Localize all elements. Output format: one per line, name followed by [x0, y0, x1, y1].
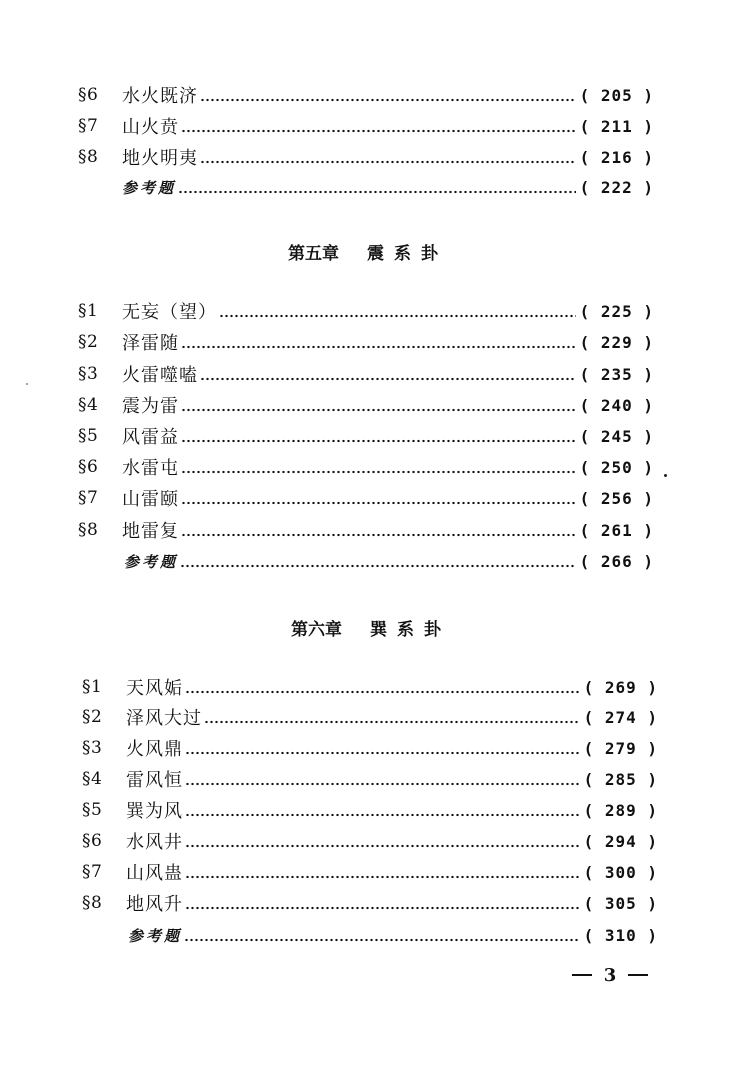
folio-number: 3 [603, 964, 617, 986]
section-number: §6 [78, 85, 99, 105]
entry-title: 火风鼎 [126, 739, 183, 760]
dot-leader [181, 515, 576, 545]
dot-leader [180, 546, 576, 576]
entry-title: 地雷复 [122, 521, 179, 542]
section-number: §8 [78, 520, 99, 540]
section-number: §4 [82, 769, 103, 789]
dot-leader [200, 80, 576, 110]
chapter-label: 第六章 [291, 619, 342, 640]
page-number: ( 266 ) [579, 551, 654, 571]
folio-dash-right [628, 974, 648, 976]
page-number: ( 285 ) [583, 769, 658, 789]
toc-entry [82, 764, 658, 794]
toc-entry [82, 795, 658, 825]
scan-speck [26, 383, 28, 385]
toc-entry [78, 142, 654, 172]
folio-dash-left [572, 974, 592, 976]
section-number: §1 [78, 301, 99, 321]
dot-leader [178, 172, 576, 202]
page-number: ( 235 ) [579, 364, 654, 384]
entry-title: 火雷噬嗑 [122, 365, 198, 386]
page-folio [560, 960, 660, 990]
entry-title: 雷风恒 [126, 770, 183, 791]
dot-leader [185, 857, 580, 887]
toc-entry [78, 452, 654, 482]
page-number: ( 274 ) [583, 707, 658, 727]
entry-title: 泽雷随 [122, 333, 179, 354]
page-number: ( 300 ) [583, 862, 658, 882]
toc-entry-reference [124, 546, 654, 576]
dot-leader [219, 296, 576, 326]
page-number: ( 250 ) [579, 457, 654, 477]
toc-entry [82, 888, 658, 918]
entry-title: 山雷颐 [122, 489, 179, 510]
toc-entry [78, 359, 654, 389]
dot-leader [185, 672, 580, 702]
dot-leader [200, 359, 576, 389]
entry-title: 水雷屯 [122, 458, 179, 479]
page-number: ( 225 ) [579, 301, 654, 321]
entry-title: 震为雷 [122, 396, 179, 417]
dot-leader [185, 764, 580, 794]
page-number: ( 216 ) [579, 147, 654, 167]
dot-leader [181, 483, 576, 513]
entry-title: 地火明夷 [122, 148, 198, 169]
entry-title: 参考题 [128, 926, 183, 945]
page-number: ( 222 ) [579, 177, 654, 197]
toc-entry [78, 390, 654, 420]
dot-leader [204, 702, 580, 732]
toc-entry [78, 111, 654, 141]
toc-entry [82, 702, 658, 732]
entry-title: 参考题 [124, 552, 179, 571]
toc-entry [82, 857, 658, 887]
page-number: ( 205 ) [579, 85, 654, 105]
page-number: ( 289 ) [583, 800, 658, 820]
page-number: ( 279 ) [583, 738, 658, 758]
entry-title: 泽风大过 [126, 708, 202, 729]
section-number: §6 [78, 457, 99, 477]
page-number: ( 305 ) [583, 893, 658, 913]
entry-title: 水火既济 [122, 86, 198, 107]
toc-entry-reference [122, 172, 654, 202]
section-number: §5 [82, 800, 103, 820]
dot-leader [200, 142, 576, 172]
section-number: §7 [82, 862, 103, 882]
page-number: ( 310 ) [583, 925, 658, 945]
entry-title: 地风升 [126, 894, 183, 915]
entry-title: 风雷益 [122, 427, 179, 448]
section-number: §2 [78, 332, 99, 352]
toc-entry [82, 733, 658, 763]
section-number: §1 [82, 677, 103, 697]
page-number: ( 240 ) [579, 395, 654, 415]
toc-entry [78, 421, 654, 451]
section-number: §8 [82, 893, 103, 913]
chapter-name: 巽系卦 [370, 619, 451, 640]
dot-leader [181, 421, 576, 451]
section-number: §3 [82, 738, 103, 758]
section-number: §7 [78, 488, 99, 508]
section-number: §4 [78, 395, 99, 415]
toc-entry [82, 826, 658, 856]
dot-leader [181, 327, 576, 357]
dot-leader [185, 733, 580, 763]
dot-leader [184, 920, 580, 950]
section-number: §2 [82, 707, 103, 727]
section-number: §6 [82, 831, 103, 851]
chapter-heading [291, 612, 451, 642]
dot-leader [185, 795, 580, 825]
dot-leader [185, 888, 580, 918]
page-number: ( 229 ) [579, 332, 654, 352]
dot-leader [181, 390, 576, 420]
toc-entry [78, 296, 654, 326]
entry-title: 无妄（望） [122, 302, 217, 323]
page-number: ( 211 ) [579, 116, 654, 136]
chapter-name: 震系卦 [367, 243, 448, 264]
entry-title: 天风姤 [126, 678, 183, 699]
section-number: §3 [78, 364, 99, 384]
section-number: §8 [78, 147, 99, 167]
toc-entry [78, 483, 654, 513]
page-number: ( 256 ) [579, 488, 654, 508]
entry-title: 巽为风 [126, 801, 183, 822]
toc-entry-reference [128, 920, 658, 950]
toc-entry [78, 327, 654, 357]
page-number: ( 261 ) [579, 520, 654, 540]
page-number: ( 269 ) [583, 677, 658, 697]
entry-title: 水风井 [126, 832, 183, 853]
section-number: §7 [78, 116, 99, 136]
chapter-label: 第五章 [288, 243, 339, 264]
entry-title: 参考题 [122, 178, 177, 197]
page-number: ( 294 ) [583, 831, 658, 851]
toc-entry [82, 672, 658, 702]
chapter-heading [288, 236, 448, 266]
dot-leader [181, 452, 576, 482]
page-number: ( 245 ) [579, 426, 654, 446]
toc-entry [78, 515, 654, 545]
section-number: §5 [78, 426, 99, 446]
toc-entry [78, 80, 654, 110]
entry-title: 山火贲 [122, 117, 179, 138]
scan-speck [664, 474, 667, 477]
entry-title: 山风蛊 [126, 863, 183, 884]
dot-leader [185, 826, 580, 856]
dot-leader [181, 111, 576, 141]
